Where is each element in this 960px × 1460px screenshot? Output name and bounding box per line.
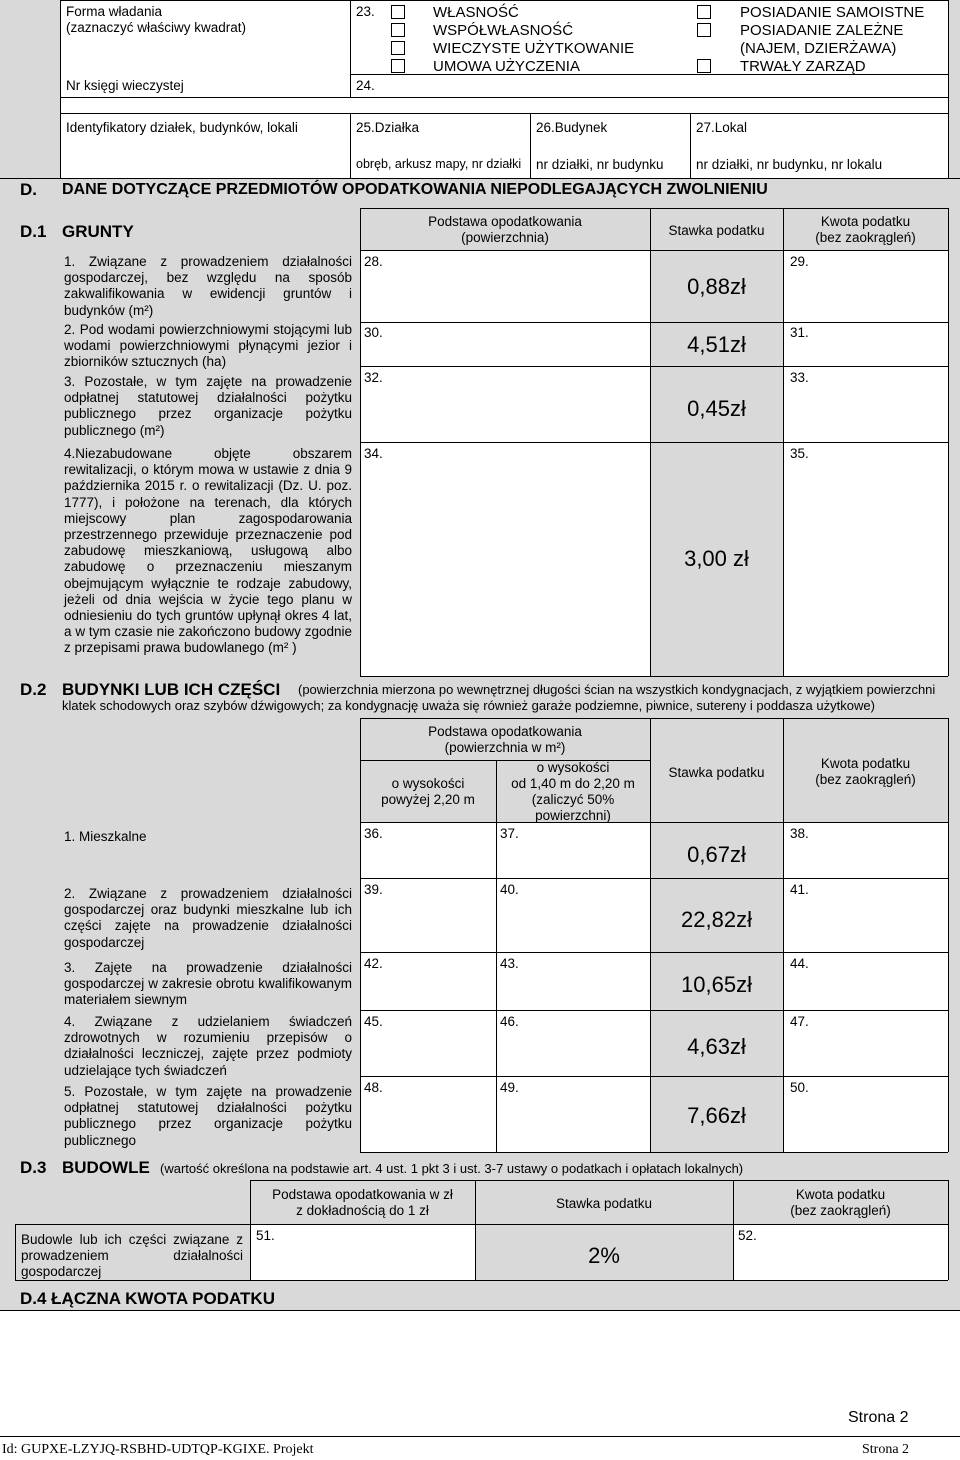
- line: [360, 208, 948, 209]
- option-trwaly-zarzad: TRWAŁY ZARZĄD: [740, 58, 866, 75]
- d1-row4-tax-number: 35.: [790, 446, 809, 461]
- option-wieczyste-uzytkowanie: WIECZYSTE UŻYTKOWANIE: [433, 40, 635, 57]
- d3-header-stawka: Stawka podatku: [555, 1196, 653, 1211]
- d2-header-mid: o wysokości od 1,40 m do 2,20 m (zaliczyć 50% powierzchni): [511, 760, 635, 823]
- forma-wladania-label: Forma władania (zaznaczyć właściwy kwadrat): [66, 4, 247, 35]
- d3-code: D.3: [20, 1158, 47, 1177]
- d2-row4-f3: 47.: [790, 1014, 809, 1029]
- d2-row2-f1: 39.: [364, 882, 383, 897]
- line: [0, 178, 960, 179]
- d1-row1-tax-number: 29.: [790, 254, 809, 269]
- d1-row3-base-number: 32.: [364, 370, 383, 385]
- line: [360, 250, 948, 251]
- ksiega-wieczysta-input[interactable]: [380, 76, 940, 96]
- line: [360, 1010, 948, 1011]
- field-26-label: 26.Budynek: [536, 120, 608, 135]
- line: [948, 208, 949, 676]
- field-27-label: 27.Lokal: [696, 120, 748, 135]
- line: [0, 1310, 960, 1311]
- d1-row2-tax-number: 31.: [790, 325, 809, 340]
- d3-base-number: 51.: [256, 1228, 275, 1243]
- budynek-input[interactable]: [532, 136, 688, 154]
- option-wlasnosc: WŁASNOŚĆ: [433, 4, 519, 21]
- line: [948, 0, 949, 178]
- d3-title: BUDOWLE: [62, 1158, 150, 1177]
- d1-row4-base-number: 34.: [364, 446, 383, 461]
- checkbox-wieczyste-uzytkowanie[interactable]: [391, 41, 405, 55]
- d2-row3-rate: 10,65zł: [681, 972, 752, 997]
- section-d-title: DANE DOTYCZĄCE PRZEDMIOTÓW OPODATKOWANIA NIEPODLEGAJĄCYCH ZWOLNIENIU: [62, 181, 768, 198]
- d2-code: D.2: [20, 680, 47, 699]
- option-wspolwlasnosc: WSPÓŁWŁASNOŚĆ: [433, 22, 574, 39]
- d2-row1-f3: 38.: [790, 826, 809, 841]
- line: [60, 0, 61, 178]
- checkbox-wlasnosc[interactable]: [391, 5, 405, 19]
- checkbox-posiadanie-zalezne[interactable]: [697, 23, 711, 37]
- d2-row1-label: 1. Mieszkalne: [64, 829, 147, 844]
- line: [360, 442, 948, 443]
- d2-f-43-cell: [496, 952, 650, 1010]
- d2-row2-f2: 40.: [500, 882, 519, 897]
- top-right-margin: [948, 0, 960, 178]
- field-27-sublabel: nr działki, nr budynku, nr lokalu: [696, 157, 883, 172]
- d2-f-37-cell: [496, 822, 650, 878]
- line: [650, 718, 651, 1152]
- d2-f-49-cell: [496, 1076, 650, 1152]
- line: [360, 322, 948, 323]
- field-25-label: 25.Działka: [356, 120, 420, 135]
- d2-row2-f3: 41.: [790, 882, 809, 897]
- document-id: Id: GUPXE-LZYJQ-RSBHD-UDTQP-KGIXE. Projekt: [2, 1442, 314, 1457]
- d2-f-46-cell: [496, 1010, 650, 1076]
- d2-header-kwota: Kwota podatku (bez zaokrągleń): [815, 756, 916, 787]
- line: [350, 113, 351, 178]
- lokal-input[interactable]: [692, 136, 946, 154]
- d2-row5-f1: 48.: [364, 1080, 383, 1095]
- d2-f-40-cell: [496, 878, 650, 952]
- line: [360, 1076, 948, 1077]
- d2-row5-f2: 49.: [500, 1080, 519, 1095]
- d3-header-kwota: Kwota podatku (bez zaokrągleń): [790, 1187, 891, 1218]
- d1-row3-label: 3. Pozostałe, w tym zajęte na prowadzenie odpłatnej statutowej działalności pożytku publicznego przez organizacje pożytku publicznego (m²): [64, 374, 352, 438]
- d1-row4-rate: 3,00 zł: [684, 546, 749, 571]
- line: [360, 366, 948, 367]
- d1-header-stawka: Stawka podatku: [668, 223, 765, 238]
- d1-row1-base-number: 28.: [364, 254, 383, 269]
- d1-base-32-cell: [360, 366, 650, 442]
- line: [948, 718, 949, 1152]
- d2-row5-label: 5. Pozostałe, w tym zajęte na prowadzenie odpłatnej statutowej działalności pożytku publicznego przez organizacje pożytku publicznego: [64, 1084, 352, 1148]
- d2-row3-label: 3. Zajęte na prowadzenie działalności gospodarczej w zakresie obrotu kwalifikowanym materiałem siewnym: [64, 960, 352, 1008]
- d2-row4-f1: 45.: [364, 1014, 383, 1029]
- d4-title: D.4 ŁĄCZNA KWOTA PODATKU: [20, 1289, 275, 1308]
- footer-line: [0, 1436, 960, 1437]
- d2-row4-f2: 46.: [500, 1014, 519, 1029]
- line: [360, 878, 948, 879]
- line: [360, 676, 948, 677]
- d1-base-30-cell: [360, 322, 650, 366]
- field-23-label: 23.: [356, 4, 375, 19]
- d2-header-stawka: Stawka podatku: [668, 765, 765, 780]
- line: [15, 1224, 250, 1225]
- d2-row1-rate: 0,67zł: [687, 842, 746, 867]
- line: [948, 1180, 949, 1280]
- line: [360, 952, 948, 953]
- d1-tax-35-cell: [783, 442, 948, 676]
- d3-rate: 2%: [588, 1243, 620, 1268]
- line: [360, 822, 948, 823]
- d2-note-line2: klatek schodowych oraz szybów dźwigowych; za kondygnację uważa się również garaże podziemne, piwnice, sutereny i poddasza użytkowe): [62, 698, 875, 713]
- d3-note: (wartość określona na podstawie art. 4 ust. 1 pkt 3 i ust. 3-7 ustawy o podatkach i opłatach lokalnych): [160, 1161, 744, 1176]
- identyfikatory-label: Identyfikatory działek, budynków, lokali: [66, 120, 298, 135]
- d1-row2-label: 2. Pod wodami powierzchniowymi stojącymi lub wodami powierzchniowymi płynącymi jezior i zbiorników sztucznych (ha): [64, 322, 352, 370]
- top-left-margin: [0, 0, 60, 178]
- d3-base-51-cell: [250, 1224, 475, 1280]
- d1-header-kwota: Kwota podatku (bez zaokrągleń): [815, 214, 916, 245]
- dzialka-input[interactable]: [352, 136, 528, 154]
- line: [530, 113, 531, 178]
- d1-title: GRUNTY: [62, 222, 134, 241]
- d3-row-label: Budowle lub ich części związane z prowadzeniem działalności gospodarczej: [21, 1232, 243, 1280]
- checkbox-trwaly-zarzad[interactable]: [697, 59, 711, 73]
- d1-header-podstawa: Podstawa opodatkowania (powierzchnia): [428, 214, 582, 245]
- checkbox-wspolwlasnosc[interactable]: [391, 23, 405, 37]
- ksiega-wieczysta-label: Nr księgi wieczystej: [66, 78, 184, 93]
- checkbox-posiadanie-samoistne[interactable]: [697, 5, 711, 19]
- d3-header-podstawa: Podstawa opodatkowania w zł z dokładnością do 1 zł: [272, 1187, 453, 1218]
- section-d-code: D.: [20, 180, 37, 199]
- field-25-sublabel: obręb, arkusz mapy, nr działki: [356, 157, 522, 171]
- option-umowa-uzyczenia: UMOWA UŻYCZENIA: [433, 58, 580, 75]
- d2-row4-rate: 4,63zł: [687, 1034, 746, 1059]
- d2-row2-label: 2. Związane z prowadzeniem działalności gospodarczej oraz budynki mieszkalne lub ich części zajęte na prowadzenie działalności gospodarczej: [64, 886, 352, 950]
- line: [250, 1224, 948, 1225]
- d1-row1-rate: 0,88zł: [687, 274, 746, 299]
- line: [15, 1224, 16, 1280]
- page-number-large: Strona 2: [848, 1409, 909, 1426]
- d1-base-34-cell: [360, 442, 650, 676]
- field-26-sublabel: nr działki, nr budynku: [536, 157, 664, 172]
- d1-row2-rate: 4,51zł: [687, 332, 746, 357]
- line: [60, 113, 948, 114]
- line: [350, 0, 351, 97]
- field-24-label: 24.: [356, 78, 375, 93]
- d1-row2-base-number: 30.: [364, 325, 383, 340]
- d2-header-high: o wysokości powyżej 2,20 m: [381, 776, 475, 807]
- d2-row5-rate: 7,66zł: [687, 1103, 746, 1128]
- d2-row3-f3: 44.: [790, 956, 809, 971]
- d3-tax-52-cell: [733, 1224, 948, 1280]
- d1-code: D.1: [20, 222, 47, 241]
- line: [690, 113, 691, 178]
- d1-row3-tax-number: 33.: [790, 370, 809, 385]
- d2-title: BUDYNKI LUB ICH CZĘŚCI: [62, 680, 281, 699]
- line: [60, 97, 948, 98]
- d2-row3-f1: 42.: [364, 956, 383, 971]
- d1-row1-label: 1. Związane z prowadzeniem działalności gospodarczej, bez względu na sposób zakwalifikowania w ewidencji gruntów i budynków (m²): [64, 254, 352, 318]
- d3-tax-number: 52.: [738, 1228, 757, 1243]
- option-posiadanie-zalezne: POSIADANIE ZALEŻNE: [740, 22, 904, 39]
- page-number-small: Strona 2: [862, 1442, 910, 1457]
- d2-row1-f2: 37.: [500, 826, 519, 841]
- line: [360, 718, 948, 719]
- d1-row4-label: 4.Niezabudowane objęte obszarem rewitalizacji, o którym mowa w ustawie z dnia 9 października 2015 r. o rewitalizacji (Dz. U. poz. 1777), i położone na terenach, dla których miejscowy plan zagospodarowania przestrzennego przewiduje przeznaczenie pod zabudowę mieszkaniową, usługową albo zabudowę o przeznaczeniu mieszanym obejmującym wyłącznie te rodzaje zabudowy, jeżeli od dnia wejścia w życie tego planu w odniesieniu do tych gruntów upłynął okres 4 lat, a w tym czasie nie zakończono budowy zgodnie z przepisami prawa budowlanego (m² ): [64, 446, 352, 656]
- d2-header-podstawa: Podstawa opodatkowania (powierzchnia w m²): [428, 724, 582, 755]
- checkbox-umowa-uzyczenia[interactable]: [391, 59, 405, 73]
- line: [60, 0, 948, 1]
- d2-row1-f1: 36.: [364, 826, 383, 841]
- line: [360, 1152, 948, 1153]
- d2-row2-rate: 22,82zł: [681, 907, 752, 932]
- option-najem-dzierzawa: (NAJEM, DZIERŻAWA): [740, 40, 897, 57]
- d2-row4-label: 4. Związane z udzielaniem świadczeń zdrowotnych w rozumieniu przepisów o działalności leczniczej, zajęte przez podmioty udzielające tych świadczeń: [64, 1014, 352, 1078]
- option-posiadanie-samoistne: POSIADANIE SAMOISTNE: [740, 4, 925, 21]
- d1-row3-rate: 0,45zł: [687, 396, 746, 421]
- d2-row3-f2: 43.: [500, 956, 519, 971]
- d1-base-28-cell: [360, 250, 650, 322]
- line: [250, 1180, 948, 1181]
- d2-row5-f3: 50.: [790, 1080, 809, 1095]
- d2-note-line1: (powierzchnia mierzona po wewnętrznej długości ścian na wszystkich kondygnacjach, z wyjątkiem powierzchni: [298, 682, 936, 697]
